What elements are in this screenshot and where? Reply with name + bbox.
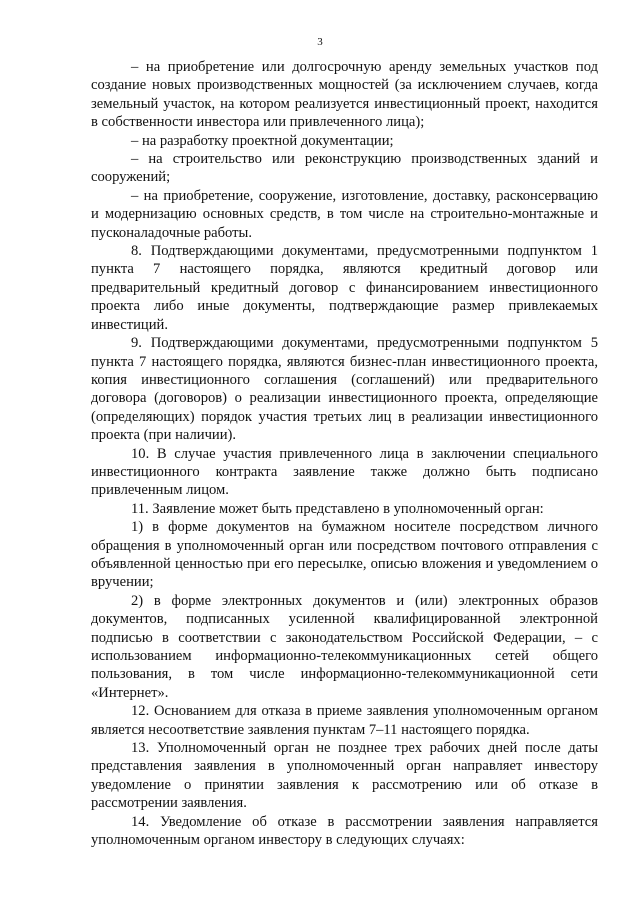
paragraph-11-item-2: 2) в форме электронных документов и (или) электронных образов документов, подписанных усиленной квалифицированной электронной подписью в соответствии с законодательством Российской Федерации, – с использованием информационно-телекоммуникационных сетей общего пользования, в том числе информационно-телекоммуникационной сети «Интернет». (91, 592, 598, 701)
paragraph-bullet-construction: – на строительство или реконструкцию производственных зданий и сооружений; (91, 151, 598, 186)
paragraph-bullet-design-docs: – на разработку проектной документации; (131, 132, 394, 149)
paragraph-bullet-land: – на приобретение или долгосрочную аренду земельных участков под создание новых производственных мощностей (за исключением случаев, когда земельный участок, на котором реализуется инвестиционный проект, находится в собственности инвестора или привлеченного лица); (91, 59, 598, 131)
paragraph-bullet-fixed-assets: – на приобретение, сооружение, изготовление, доставку, расконсервацию и модернизацию основных средств, в том числе на строительно-монтажные и пусконаладочные работы. (91, 187, 598, 241)
paragraph-9: 9. Подтверждающими документами, предусмотренными подпунктом 5 пункта 7 настоящего порядка, являются бизнес-план инвестиционного проекта, копия инвестиционного соглашения (соглашений) или предварительного договора (договоров) о реализации инвестиционного проекта, определяющие (определяющих) порядок участия третьих лиц в реализации инвестиционного проекта (при наличии). (91, 335, 598, 444)
paragraph-12: 12. Основанием для отказа в приеме заявления уполномоченным органом является несоответствие заявления пунктам 7–11 настоящего порядка. (91, 703, 598, 738)
paragraph-13: 13. Уполномоченный орган не позднее трех рабочих дней после даты представления заявления в уполномоченный орган направляет инвестору уведомление о принятии заявления к рассмотрению или об отказе в рассмотрении заявления. (91, 740, 598, 812)
paragraph-11-item-1: 1) в форме документов на бумажном носителе посредством личного обращения в уполномоченный орган или посредством почтового отправления с объявленной ценностью при его пересылке, описью вложения и уведомлением о вручении; (91, 519, 598, 591)
paragraph-8: 8. Подтверждающими документами, предусмотренными подпунктом 1 пункта 7 настоящего порядка, являются кредитный договор или предварительный кредитный договор с финансированием инвестиционного проекта либо иные документы, подтверждающие размер привлекаемых инвестиций. (91, 243, 598, 333)
paragraph-10: 10. В случае участия привлеченного лица в заключении специального инвестиционного контракта заявление также должно быть подписано привлеченным лицом. (91, 445, 598, 499)
document-body (91, 58, 598, 849)
page-number: 3 (317, 36, 323, 48)
paragraph-11: 11. Заявление может быть представлено в уполномоченный орган: (131, 500, 544, 517)
paragraph-14: 14. Уведомление об отказе в рассмотрении заявления направляется уполномоченным органом инвестору в следующих случаях: (91, 813, 598, 849)
